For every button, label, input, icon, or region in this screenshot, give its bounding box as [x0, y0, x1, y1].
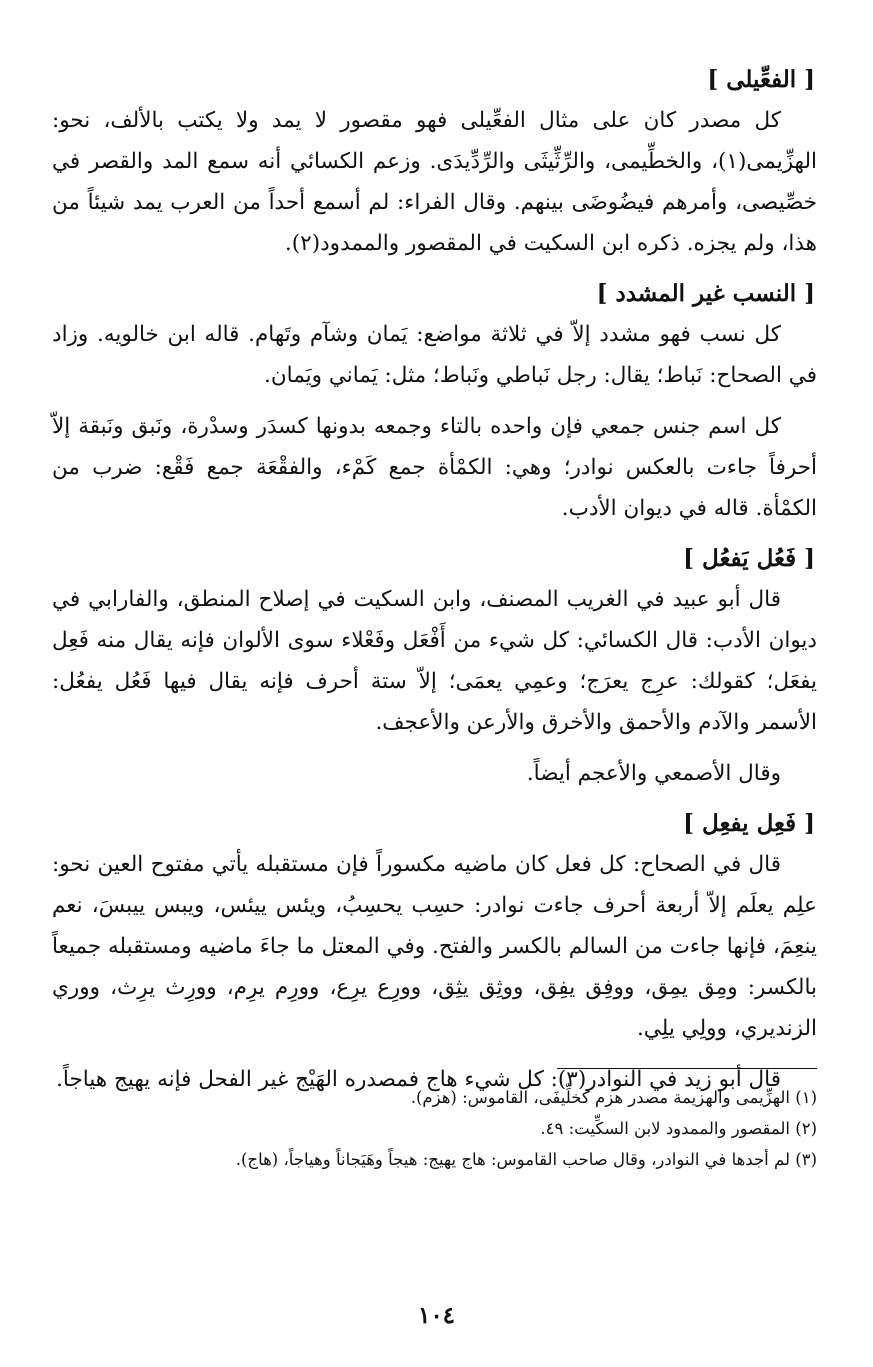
section-nasab: [52, 274, 817, 529]
footnotes: [52, 1082, 817, 1175]
paragraph: قال أبو عبيد في الغريب المصنف، وابن السكيت في إصلاح المنطق، والفارابي في ديوان الأدب: قال الكسائي: كل شيء من أَفْعَل وفَعْلاء سوى الألوان فإنه يقال منه فَعِل يفعَل؛ كقولك: عرِج يعرَج؛ وعمِي يعمَى؛ إلاّ ستة أحرف فإنه يقال فيها فَعُل يفعُل: الأسمر والآدم والأحمق والأخرق والأرعن والأعجف.: [52, 587, 817, 735]
footnote: (٢) المقصور والممدود لابن السكِّيت: ٤٩.: [540, 1119, 817, 1138]
section-faila-yafilu: [52, 804, 817, 1100]
section-heading: [ النسب غير المشدد ]: [596, 280, 815, 307]
footnote: (١) الهزِّيمى والهزيمة مصدر هزم كخلِّيفَى، القاموس: (هزم).: [410, 1088, 817, 1107]
paragraph: قال في الصحاح: كل فعل كان ماضيه مكسوراً فإن مستقبله يأتي مفتوح العين نحو: علِم يعلَم إلاّ أربعة أحرف جاءت نوادر: حسِب يحسِبُ، ويئس ييئس، ويبس ييبسَ، نعم ينعِمَ، فإنها جاءت من السالم بالكسر والفتح. وفي المعتل ما جاءَ ماضيه ومستقبله جميعاً بالكسر: ومِق يمِق، ووفِق يفِق، ووثِق يثِق، وورِع يرِع، وورِم يرِم، وورِث يرِث، ووري الزنديري، وولِي يلِي.: [52, 852, 817, 1041]
footnote-divider: [557, 1068, 817, 1069]
paragraph: كل نسب فهو مشدد إلاّ في ثلاثة مواضع: يَمان وشآم وتَهام. قاله ابن خالويه. وزاد في الصحاح: نَباط؛ يقال: رجل نَباطي ونَباط؛ مثل: يَماني ويَمان.: [52, 322, 817, 388]
page-number: ١٠٤: [417, 1302, 456, 1329]
section-heading: [ فَعِل يفعِل ]: [683, 810, 815, 837]
section-faul-yafulu: [52, 539, 817, 794]
paragraph: كل مصدر كان على مثال الفعِّيلى فهو مقصور لا يمد ولا يكتب بالألف، نحو: الهزِّيمى(١)، والخطِّيمى، والرِّثِّيثَى والرِّدِّيدَى. وزعم الكسائي أنه سمع المد والقصر في خصِّيصى، وأمرهم فيضُوضَى بينهم. وقال الفراء: لم أسمع أحداً من العرب يمد شيئاً من هذا، ولم يجزه. ذكره ابن السكيت في المقصور والممدود(٢).: [52, 108, 817, 256]
footnote: (٣) لم أجدها في النوادر، وقال صاحب القاموس: هاج يهيج: هيجاً وهَيَجاناً وهياجاً، (هاج).: [235, 1150, 817, 1169]
section-heading: [ الفعِّيلى ]: [707, 66, 815, 93]
paragraph: وقال الأصمعي والأعجم أيضاً.: [526, 761, 781, 786]
paragraph: كل اسم جنس جمعي فإن واحده بالتاء وجمعه بدونها كسدَر وسدْرة، ونَبق ونَبقة إلاّ أحرفاً جاءت بالعكس نوادر؛ وهي: الكمْأة جمع كَمْء، والفقْعَة جمع فَقْع: ضرب من الكمْأة. قاله في ديوان الأدب.: [52, 414, 817, 521]
section-heading: [ فَعُل يَفعُل ]: [683, 545, 815, 572]
paragraph: قال أبو زيد في النوادر(٣): كل شيء هاج فمصدره الهَيْج غير الفحل فإنه يهيج هياجاً.: [56, 1067, 781, 1092]
section-fiilla: [52, 60, 817, 264]
